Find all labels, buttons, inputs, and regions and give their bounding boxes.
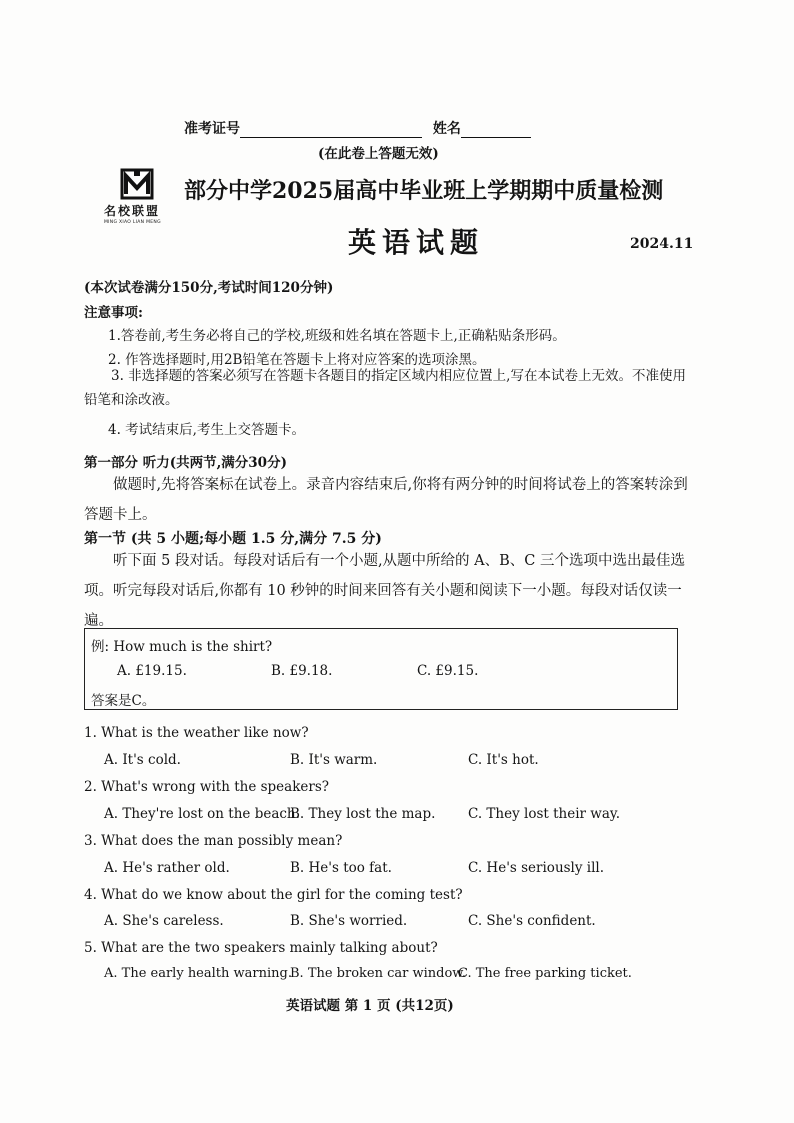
- question-2-option-b: B. They lost the map.: [290, 806, 436, 822]
- question-5-option-b: B. The broken car window.: [290, 966, 467, 981]
- question-3: 3. What does the man possibly mean?: [84, 833, 343, 849]
- question-1: 1. What is the weather like now?: [84, 725, 309, 741]
- logo-subtext: MING XIAO LIAN MENG: [104, 220, 161, 225]
- notice-item: 4. 考试结束后,考生上交答题卡。: [108, 422, 305, 438]
- section1-title: 第一节 (共 5 小题;每小题 1.5 分,满分 7.5 分): [84, 531, 382, 547]
- question-4: 4. What do we know about the girl for the coming test?: [84, 887, 463, 903]
- example-option: B. £9.18.: [271, 663, 333, 679]
- example-question: 例: How much is the shirt?: [91, 639, 273, 655]
- section1-desc: 听下面 5 段对话。每段对话后有一个小题,从题中所给的 A、B、C 三个选项中选出最佳选项。听完每段对话后,你都有 10 秒钟的时间来回答有关小题和阅读下一小题。每段对话仅读一遍。: [84, 553, 685, 629]
- logo: [106, 168, 168, 230]
- notice-item: 1.答卷前,考生务必将自己的学校,班级和姓名填在答题卡上,正确粘贴条形码。: [108, 328, 566, 344]
- question-1-option-a: A. It's cold.: [104, 752, 181, 768]
- invalid-note: (在此卷上答题无效): [318, 146, 439, 162]
- exam-date: 2024.11: [630, 236, 694, 252]
- question-2-option-a: A. They're lost on the beach.: [104, 806, 300, 822]
- part1-desc: 做题时,先将答案标在试卷上。录音内容结束后,你将有两分钟的时间将试卷上的答案转涂到答题卡上。: [84, 477, 688, 523]
- question-3-option-a: A. He's rather old.: [104, 860, 230, 876]
- exam-number-row: [184, 118, 531, 138]
- subject-title: 英语试题: [348, 226, 485, 259]
- exam-info: (本次试卷满分150分,考试时间120分钟): [84, 280, 334, 296]
- example-option: A. £19.15.: [117, 663, 187, 679]
- example-box: [84, 628, 678, 710]
- notice-item: 2. 作答选择题时,用2B铅笔在答题卡上将对应答案的选项涂黑。: [108, 352, 486, 368]
- example-answer: 答案是C。: [91, 693, 156, 709]
- question-4-option-b: B. She's worried.: [290, 913, 408, 929]
- notice-item: 3. 非选择题的答案必须写在答题卡各题目的指定区域内相应位置上,写在本试卷上无效。不准使用铅笔和涂改液。: [84, 368, 686, 408]
- example-option: C. £9.15.: [417, 663, 479, 679]
- question-5-option-c: C. The free parking ticket.: [458, 966, 632, 981]
- question-5-option-a: A. The early health warning.: [104, 966, 292, 981]
- exam-number-blank: [240, 123, 422, 138]
- question-4-option-c: C. She's confident.: [468, 913, 596, 929]
- exam-title: 部分中学2025届高中毕业班上学期期中质量检测: [184, 178, 664, 204]
- question-1-option-b: B. It's warm.: [290, 752, 378, 768]
- question-3-option-c: C. He's seriously ill.: [468, 860, 605, 876]
- notice-title: 注意事项:: [84, 305, 143, 321]
- question-4-option-a: A. She's careless.: [104, 913, 224, 929]
- question-3-option-b: B. He's too fat.: [290, 860, 392, 876]
- question-2: 2. What's wrong with the speakers?: [84, 779, 329, 795]
- logo-text: 名校联盟: [104, 204, 161, 218]
- exam-number-label: 准考证号: [184, 121, 240, 137]
- question-5: 5. What are the two speakers mainly talking about?: [84, 940, 438, 956]
- name-blank: [461, 123, 531, 138]
- question-1-option-c: C. It's hot.: [468, 752, 539, 768]
- name-label: 姓名: [432, 121, 461, 137]
- page-footer: 英语试题 第 1 页 (共12页): [286, 998, 454, 1014]
- question-2-option-c: C. They lost their way.: [468, 806, 621, 822]
- part1-title: 第一部分 听力(共两节,满分30分): [84, 455, 287, 471]
